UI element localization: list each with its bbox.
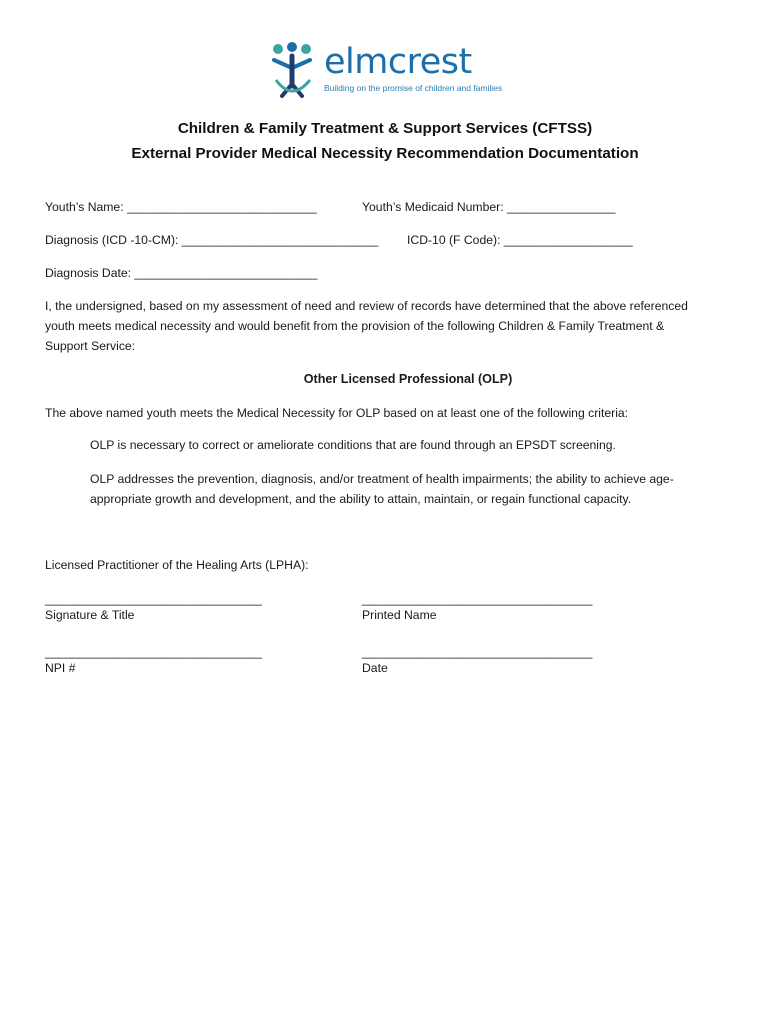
document-title-line1: Children & Family Treatment & Support Services (CFTSS) <box>177 120 593 137</box>
npi-line[interactable]: ________________________________ <box>45 645 262 659</box>
signature-title-label: Signature & Title <box>45 608 135 622</box>
npi-label: NPI # <box>45 661 76 675</box>
date-line[interactable]: __________________________________ <box>362 645 593 659</box>
printed-name-line[interactable]: __________________________________ <box>362 592 593 606</box>
criteria-item-2-line2: appropriate growth and development, and the ability to attain, maintain, or regain functional capacity. <box>90 492 632 506</box>
medicaid-number-field[interactable]: Youth’s Medicaid Number: ________________ <box>362 200 616 214</box>
logo-tagline: Building on the promise of children and families <box>324 83 503 93</box>
family-figure-icon <box>270 40 320 98</box>
criteria-item-2-line1: OLP addresses the prevention, diagnosis, and/or treatment of health impairments; the ability to achieve age- <box>90 472 674 486</box>
signature-line[interactable]: ________________________________ <box>45 592 262 606</box>
logo-wordmark: elmcrest <box>324 42 472 82</box>
lpha-label: Licensed Practitioner of the Healing Arts (LPHA): <box>45 558 309 572</box>
document-title-line2: External Provider Medical Necessity Recommendation Documentation <box>131 145 639 162</box>
service-heading: Other Licensed Professional (OLP) <box>303 372 513 386</box>
printed-name-label: Printed Name <box>362 608 437 622</box>
youth-name-field[interactable]: Youth’s Name: ____________________________ <box>45 200 317 214</box>
diagnosis-date-field[interactable]: Diagnosis Date: ___________________________ <box>45 266 318 280</box>
intro-text-line2: youth meets medical necessity and would benefit from the provision of the following Children & Family Treatment & <box>45 319 665 333</box>
intro-text-line3: Support Service: <box>45 339 136 353</box>
date-label: Date <box>362 661 388 675</box>
diagnosis-field[interactable]: Diagnosis (ICD -10-CM): _____________________________ <box>45 233 379 247</box>
elmcrest-logo <box>270 40 510 100</box>
criteria-item-1: OLP is necessary to correct or ameliorate conditions that are found through an EPSDT screening. <box>90 438 616 452</box>
intro-text-line1: I, the undersigned, based on my assessment of need and review of records have determined that the above referenced <box>45 299 688 313</box>
criteria-intro: The above named youth meets the Medical Necessity for OLP based on at least one of the following criteria: <box>45 406 629 420</box>
icd10-field[interactable]: ICD-10 (F Code): ___________________ <box>407 233 633 247</box>
